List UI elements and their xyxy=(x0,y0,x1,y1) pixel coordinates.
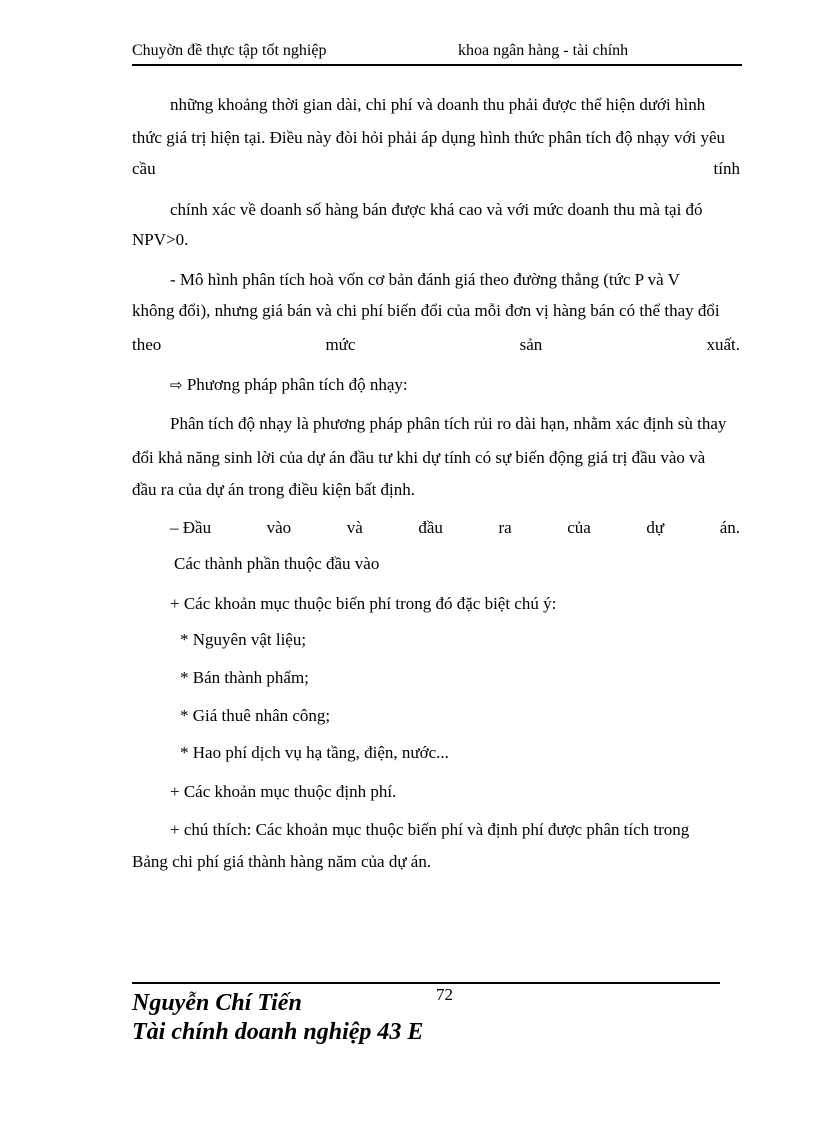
section-heading xyxy=(170,375,408,395)
body-line-justified xyxy=(132,335,740,355)
word: cầu xyxy=(132,159,156,178)
list-item: * Giá thuê nhân công; xyxy=(180,706,331,725)
list-item: * Nguyên vật liệu; xyxy=(180,630,307,649)
body-line: thức giá trị hiện tại. Điều này đòi hỏi phải áp dụng hình thức phân tích độ nhạy với yêu xyxy=(132,128,726,147)
word: đầu xyxy=(418,518,443,537)
word: và xyxy=(346,518,363,537)
body-line: NPV>0. xyxy=(132,230,189,249)
footer-rule xyxy=(132,982,720,984)
list-item: * Hao phí dịch vụ hạ tầng, điện, nước... xyxy=(180,743,449,762)
word: theo xyxy=(132,335,162,354)
body-line: Phân tích độ nhạy là phương pháp phân tích rủi ro dài hạn, nhằm xác định sù thay xyxy=(170,414,727,433)
author-class: Tài chính doanh nghiệp 43 E xyxy=(132,1019,424,1045)
heading-text: Phương pháp phân tích độ nhạy: xyxy=(186,375,408,394)
body-line: đổi khả năng sinh lời của dự án đầu tư khi dự tính có sự biến động giá trị đầu vào và xyxy=(132,448,706,467)
body-line-justified xyxy=(132,159,740,179)
body-line-justified xyxy=(170,518,740,538)
word: tính xyxy=(713,159,740,178)
word: án. xyxy=(719,518,740,537)
word: xuất. xyxy=(706,335,740,354)
list-item: + Các khoản mục thuộc biến phí trong đó đặc biệt chú ý: xyxy=(170,594,557,613)
body-line: - Mô hình phân tích hoà vốn cơ bản đánh giá theo đường thẳng (tức P và V xyxy=(170,270,680,289)
author-name: Nguyễn Chí Tiến xyxy=(132,990,302,1016)
body-line: không đổi), nhưng giá bán và chi phí biến đổi của mỗi đơn vị hàng bán có thể thay đổi xyxy=(132,301,720,320)
header-left-text: Chuyờn đề thực tập tốt nghiệp xyxy=(132,42,327,59)
word: sản xyxy=(519,335,543,354)
word: ra xyxy=(498,518,512,537)
word: – Đầu xyxy=(170,518,212,537)
header-right-text: khoa ngân hàng - tài chính xyxy=(458,42,629,59)
body-line: Bảng chi phí giá thành hàng năm của dự án. xyxy=(132,852,432,871)
list-item: + Các khoản mục thuộc định phí. xyxy=(170,782,397,801)
page-number: 72 xyxy=(436,985,453,1004)
page-header xyxy=(132,40,742,66)
body-line: + chú thích: Các khoản mục thuộc biến phí và định phí được phân tích trong xyxy=(170,820,690,839)
body-line: những khoảng thời gian dài, chi phí và doanh thu phải được thể hiện dưới hình xyxy=(170,95,706,114)
list-item: * Bán thành phẩm; xyxy=(180,668,309,687)
body-line: đầu ra của dự án trong điều kiện bất định. xyxy=(132,480,416,499)
word: của xyxy=(567,518,591,537)
word: dự xyxy=(646,518,665,537)
body-line: Các thành phần thuộc đầu vào xyxy=(174,554,380,573)
body-line: chính xác về doanh số hàng bán được khá cao và với mức doanh thu mà tại đó xyxy=(170,200,703,219)
word: mức xyxy=(325,335,356,354)
right-arrow-icon: ⇨ xyxy=(170,376,183,394)
word: vào xyxy=(266,518,292,537)
